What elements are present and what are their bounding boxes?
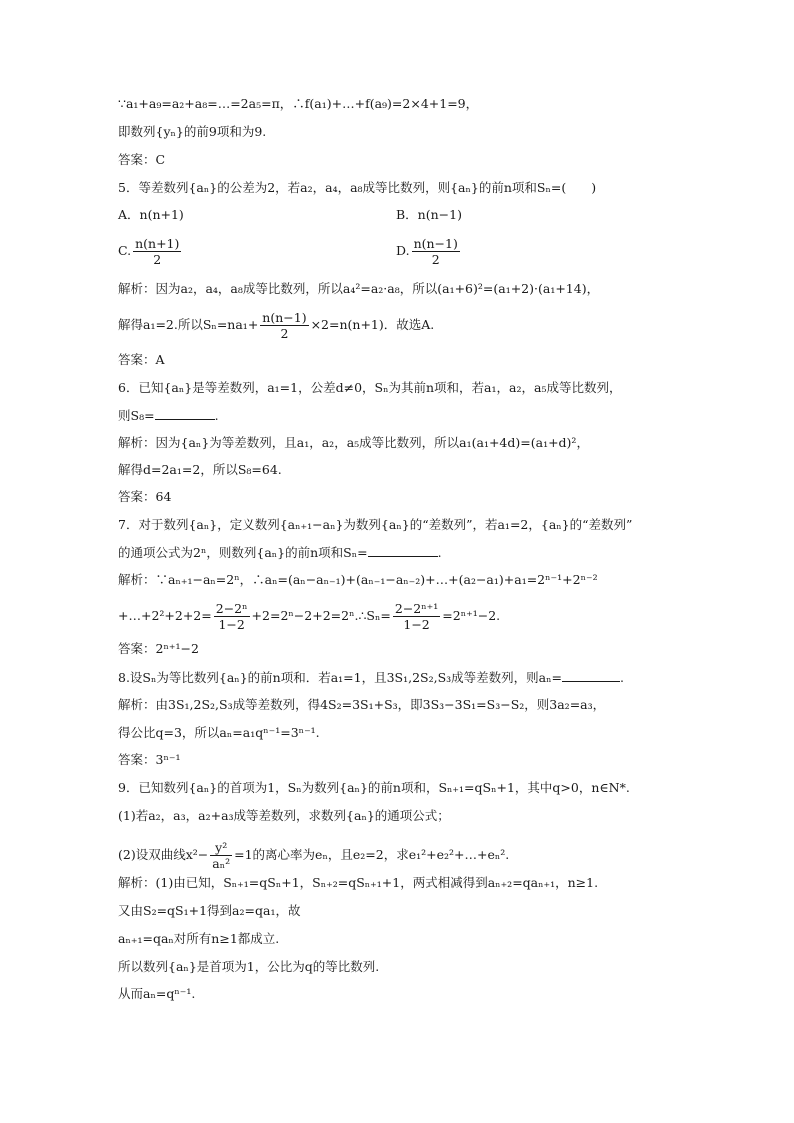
text-line: 即数列{yₙ}的前9项和为9.	[118, 124, 267, 139]
question-9-part-1: (1)若a₂，a₃，a₂+a₃成等差数列，求数列{aₙ}的通项公式；	[118, 808, 450, 823]
question-8-stem	[118, 669, 624, 686]
solution-line: 解析：∵aₙ₊₁−aₙ=2ⁿ，∴aₙ=(aₙ−aₙ₋₁)+(aₙ₋₁−aₙ₋₂)+…+(a₂−a₁)+a₁=2ⁿ⁻¹+2ⁿ⁻²	[118, 572, 598, 587]
fraction-numerator: n(n−1)	[413, 236, 458, 251]
question-text: .	[620, 670, 624, 685]
fraction-denominator: 2	[431, 252, 440, 267]
question-7-stem: 7．对于数列{aₙ}，定义数列{aₙ₊₁−aₙ}为数列{aₙ}的“差数列”，若a₁=2，{aₙ}的“差数列”	[118, 517, 633, 532]
solution-line: 解析：因为{aₙ}为等差数列，且a₁，a₂，a₅成等比数列，所以a₁(a₁+4d)=(a₁+d)²，	[118, 435, 589, 450]
solution-line: 所以数列{aₙ}是首项为1，公比为q的等比数列.	[118, 959, 380, 974]
question-text: 的通项公式为2ⁿ，则数列{aₙ}的前n项和Sₙ=	[118, 545, 368, 560]
solution-text: +…+2²+2+2=	[118, 608, 212, 623]
fraction-denominator: 2	[153, 252, 162, 267]
solution-line	[118, 310, 434, 341]
solution-line: 解析：(1)由已知，Sₙ₊₁=qSₙ+1，Sₙ₊₂=qSₙ₊₁+1，两式相减得到aₙ₊₂=qaₙ₊₁，n≥1.	[118, 875, 599, 890]
fraction-denominator: aₙ²	[212, 856, 231, 871]
solution-line	[118, 601, 500, 632]
question-9-stem: 9．已知数列{aₙ}的首项为1，Sₙ为数列{aₙ}的前n项和，Sₙ₊₁=qSₙ+1，其中q>0，n∈N*.	[118, 780, 630, 795]
question-9-part-2	[118, 840, 509, 871]
solution-text: 解得a₁=2.所以Sₙ=na₁+	[118, 317, 259, 332]
answer-blank	[562, 669, 620, 682]
option-d	[396, 236, 462, 267]
fraction	[133, 236, 181, 267]
solution-line: 解得d=2a₁=2，所以S₈=64.	[118, 462, 282, 477]
fraction	[260, 310, 308, 341]
solution-line: 解析：因为a₂，a₄，a₈成等比数列，所以a₄²=a₂·a₈，所以(a₁+6)²=(a₁+2)·(a₁+14)，	[118, 281, 600, 296]
solution-line: 解析：由3S₁,2S₂,S₃成等差数列，得4S₂=3S₁+S₃，即3S₃−3S₁=S₃−S₂，则3a₂=a₃，	[118, 697, 606, 712]
solution-line: aₙ₊₁=qaₙ对所有n≥1都成立.	[118, 931, 280, 946]
solution-text: ×2=n(n+1)．故选A.	[310, 317, 435, 332]
option-b: B．n(n−1)	[396, 207, 462, 222]
question-7-stem	[118, 544, 442, 561]
solution-line: 又由S₂=qS₁+1得到a₂=qa₁，故	[118, 903, 301, 918]
question-5-stem: 5．等差数列{aₙ}的公差为2，若a₂，a₄，a₈成等比数列，则{aₙ}的前n项和Sₙ=( )	[118, 180, 597, 195]
answer-line: 答案：2ⁿ⁺¹−2	[118, 641, 199, 656]
answer-line: 答案：3ⁿ⁻¹	[118, 752, 181, 767]
fraction-numerator: 2−2ⁿ	[215, 601, 248, 616]
question-6-stem: 6．已知{aₙ}是等差数列，a₁=1，公差d≠0，Sₙ为其前n项和，若a₁，a₂，a₅成等比数列，	[118, 380, 622, 395]
fraction	[412, 236, 460, 267]
fraction	[210, 840, 232, 871]
fraction-numerator: n(n−1)	[262, 310, 307, 325]
text-line: ∵a₁+a₉=a₂+a₈=…=2a₅=π，∴f(a₁)+…+f(a₉)=2×4+1=9，	[118, 96, 479, 111]
fraction-numerator: 2−2ⁿ⁺¹	[394, 601, 439, 616]
fraction-numerator: y²	[210, 840, 232, 856]
question-text: =1的离心率为eₙ，且e₂=2，求e₁²+e₂²+…+eₙ².	[234, 847, 510, 862]
answer-line: 答案：A	[118, 352, 165, 367]
solution-line: 得公比q=3，所以aₙ=a₁qⁿ⁻¹=3ⁿ⁻¹.	[118, 725, 320, 740]
option-c-prefix: C.	[118, 243, 132, 258]
question-6-stem	[118, 407, 219, 424]
answer-line: 答案：C	[118, 152, 166, 167]
question-text: 则S₈=	[118, 408, 155, 423]
solution-text: +2=2ⁿ−2+2=2ⁿ.∴Sₙ=	[251, 608, 391, 623]
option-c	[118, 236, 183, 267]
answer-line: 答案：64	[118, 489, 172, 504]
fraction-denominator: 2	[280, 326, 289, 341]
answer-blank	[155, 407, 215, 420]
solution-text: =2ⁿ⁺¹−2.	[442, 608, 501, 623]
solution-line: 从而aₙ=qⁿ⁻¹.	[118, 986, 196, 1001]
question-text: .	[437, 545, 442, 560]
option-d-prefix: D.	[396, 243, 410, 258]
fraction-numerator: n(n+1)	[135, 236, 180, 251]
option-a: A．n(n+1)	[118, 207, 184, 222]
fraction	[393, 601, 440, 632]
question-text: 8.设Sₙ为等比数列{aₙ}的前n项和．若a₁=1，且3S₁,2S₂,S₃成等差数列，则aₙ=	[118, 670, 563, 685]
question-text: (2)设双曲线x²−	[118, 847, 209, 862]
fraction	[214, 601, 250, 632]
question-text: .	[214, 408, 219, 423]
fraction-denominator: 1−2	[403, 617, 430, 632]
answer-blank	[368, 544, 438, 557]
fraction-denominator: 1−2	[218, 617, 245, 632]
